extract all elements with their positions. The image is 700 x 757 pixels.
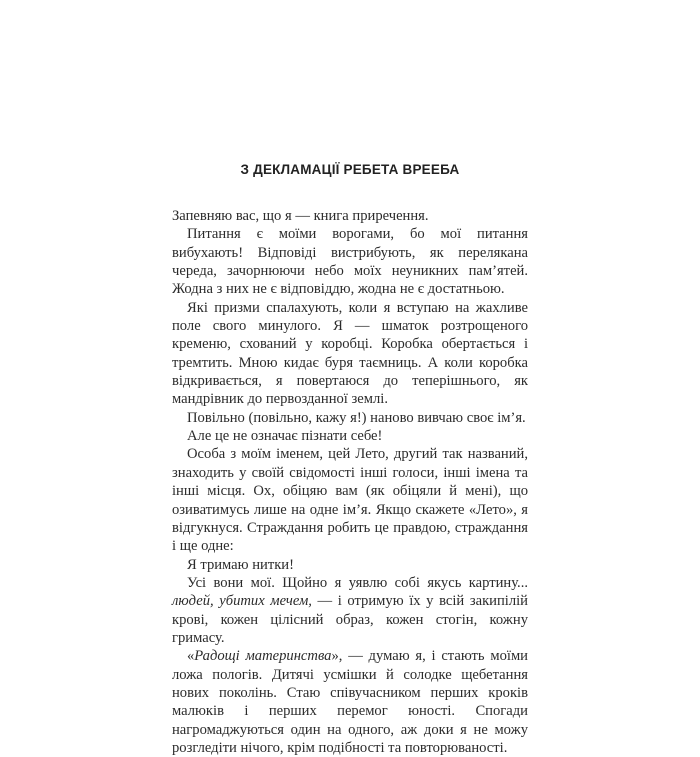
paragraph — [172, 556, 528, 574]
text-segment: « — [187, 648, 195, 665]
text-segment: Запевняю вас, що я — книга приречення. — [172, 208, 429, 224]
text-segment: », — думаю я, і стають моїми ложа пологів. Дитячі усмішки й солодке щебетання нових поколінь. Стаю співучасником перших кроків малюків і перших перемог юності. Спогади нагромаджуються один на одного, аж доки я не можу розгледіти нічого, крім подібності та повторюваності. — [172, 648, 528, 756]
italic-phrase: людей, убитих мечем, — [172, 593, 312, 610]
text-segment: — і отримую їх у всій закипілій крові, кожен цілісний образ, кожен стогін, кожну гримасу. — [172, 593, 528, 646]
paragraph — [172, 409, 528, 427]
text-segment: Я тримаю нитки! — [187, 556, 294, 573]
paragraph — [172, 445, 528, 555]
text-segment: Але це не означає пізнати себе! — [187, 428, 383, 445]
text-segment: Усі вони мої. Щойно я уявлю собі якусь картину... — [187, 574, 528, 591]
text-segment: Повільно (повільно, кажу я!) наново вивчаю своє ім’я. — [187, 409, 526, 426]
italic-phrase: Радощі материнства — [194, 648, 332, 665]
paragraph — [172, 299, 528, 409]
paragraph — [172, 207, 528, 225]
paragraph — [172, 225, 528, 298]
paragraph — [172, 574, 528, 647]
text-segment: Питання є моїми ворогами, бо мої питання вибухають! Відповіді вистрибують, як перелякана череда, зачорнюючи небо моїх неуникних пам’ятей. Жодна з них не є відповіддю, жодна не є достатньою. — [172, 226, 528, 298]
text-segment: Які призми спалахують, коли я вступаю на жахливе поле свого минулого. Я — шматок розтрощеного кременю, схований у коробці. Коробка обертається і тремтить. Мною кидає буря таємниць. А коли коробка відкривається, я повертаюся до теперішнього, як мандрівник до первозданної землі. — [172, 299, 528, 408]
paragraph — [172, 427, 528, 445]
paragraph — [172, 647, 528, 757]
text-segment: Особа з моїм іменем, цей Лето, другий так названий, знаходить у своїй свідомості інші голоси, інші імена та інші місця. Ох, обіцяю вам (як обіцяли й мені), що озиватимусь лише на одне ім’я. Якщо скажете «Лето», я відгукнуся. Страждання робить це правдою, страждання і ще одне: — [172, 446, 528, 555]
chapter-heading: З ДЕКЛАМАЦІЇ РЕБЕТА ВРЕЕБА — [240, 162, 460, 177]
body-text — [172, 207, 528, 757]
